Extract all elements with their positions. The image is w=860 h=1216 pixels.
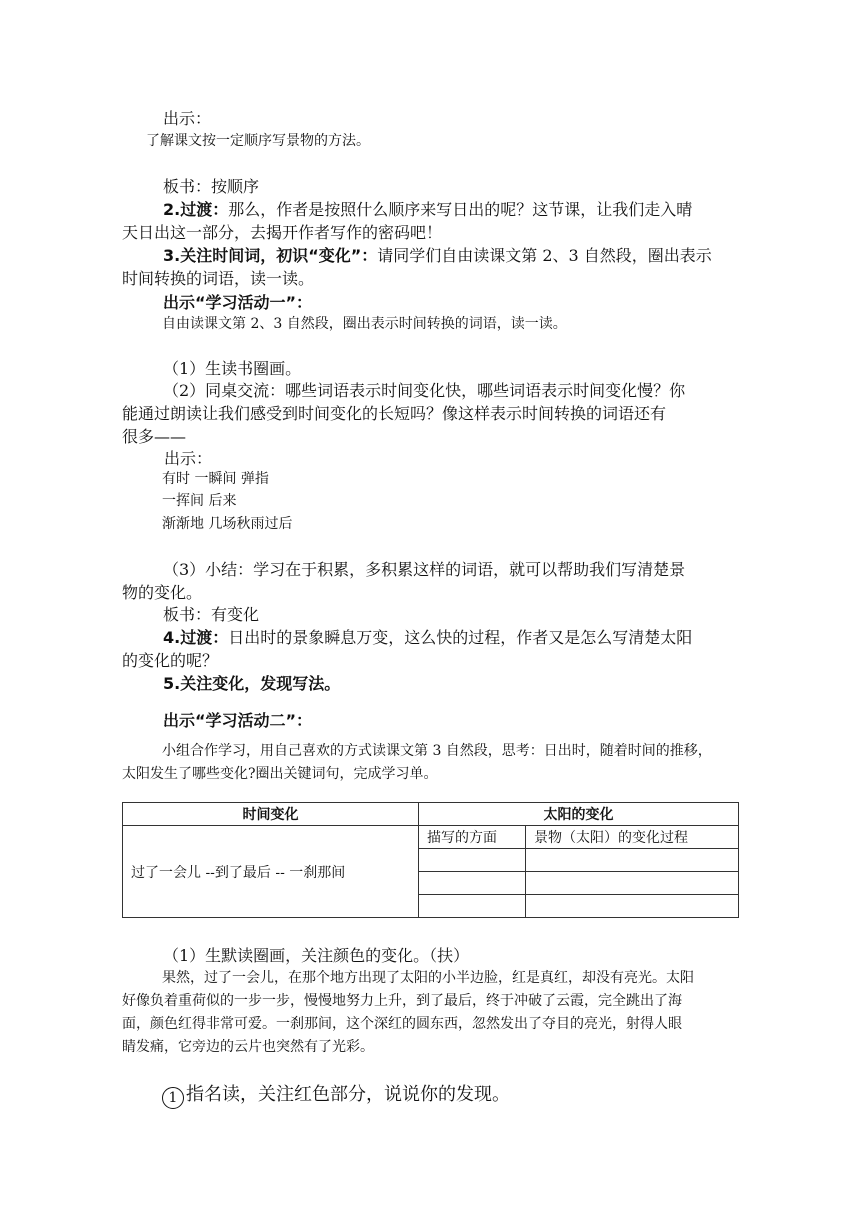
transition-2-cont: 天日出这一部分，去揭开作者写作的密码吧！ [122,223,443,242]
show-label-2: 出示： [164,449,213,468]
blank-cell[interactable] [419,895,526,918]
board-writing-2: 板书：有变化 [163,605,260,624]
step-2-c: 很多—— [122,427,187,446]
lesson-goal: 了解课文按一定顺序写景物的方法。 [146,133,370,149]
word-list-1: 有时 一瞬间 弹指 [162,471,269,487]
step-2-a: （2）同桌交流：哪些词语表示时间变化快，哪些词语表示时间变化慢？你 [163,381,686,400]
transition-4-text: 日出时的景象瞬息万变，这么快的过程，作者又是怎么写清楚太阳 [228,628,693,647]
activity-2-title: 出示“学习活动二”： [163,711,313,730]
activity-1-title: 出示“学习活动一”： [163,293,313,312]
final-instruction [162,1080,510,1109]
final-instruction-text: 指名读，关注红色部分，说说你的发现。 [186,1084,510,1105]
activity-2-text-a: 小组合作学习，用自己喜欢的方式读课文第 3 自然段，思考：日出时，随着时间的推移， [162,743,712,759]
word-list-2: 一挥间 后来 [162,493,237,509]
activity-2-text-b: 太阳发生了哪些变化?圈出关键词句，完成学习单。 [122,766,438,782]
focus-3-text: 请同学们自由读课文第 2、3 自然段，圈出表示 [377,246,712,265]
blank-cell[interactable] [526,849,739,872]
read-step-1: （1）生默读圈画，关注颜色的变化。（扶） [163,946,470,965]
step-3-a: （3）小结：学习在于积累，多积累这样的词语，就可以帮助我们写清楚景 [163,560,686,579]
blank-cell[interactable] [419,872,526,895]
step-2-b: 能通过朗读让我们感受到时间变化的长短吗？像这样表示时间转换的词语还有 [122,404,667,423]
subheader-aspect: 描写的方面 [419,826,526,849]
header-time-change: 时间变化 [123,803,419,826]
transition-2-label: 2.过渡： [163,200,229,219]
transition-2 [163,197,692,220]
show-label-1: 出示： [163,109,212,128]
transition-4-cont: 的变化的呢？ [122,651,219,670]
focus-5: 5.关注变化，发现写法。 [163,674,341,693]
step-1: （1）生读书圈画。 [163,359,302,378]
focus-3-label: 3.关注时间词，初识“变化”： [163,246,378,265]
focus-3-cont: 时间转换的词语，读一读。 [122,269,315,288]
blank-cell[interactable] [419,849,526,872]
focus-3 [163,243,712,266]
passage-line-1: 果然，过了一会儿，在那个地方出现了太阳的小半边脸，红是真红，却没有亮光。太阳 [162,970,694,986]
board-writing-1: 板书：按顺序 [163,177,260,196]
transition-4-label: 4.过渡： [163,628,229,647]
time-sequence-cell: 过了一会儿 --到了最后 -- 一刹那间 [123,826,419,918]
blank-cell[interactable] [526,895,739,918]
activity-1-text: 自由读课文第 2、3 自然段，圈出表示时间转换的词语，读一读。 [162,316,567,332]
passage-line-3: 面，颜色红得非常可爱。一刹那间，这个深红的圆东西，忽然发出了夺目的亮光，射得人眼 [122,1016,682,1032]
header-sun-change: 太阳的变化 [419,803,739,826]
transition-4 [163,625,692,648]
passage-line-4: 睛发痛，它旁边的云片也突然有了光彩。 [122,1039,374,1055]
circled-number: 1 [162,1087,184,1109]
subheader-process: 景物（太阳）的变化过程 [526,826,739,849]
step-3-b: 物的变化。 [122,583,203,602]
transition-2-text: 那么，作者是按照什么顺序来写日出的呢？这节课，让我们走入晴 [228,200,693,219]
blank-cell[interactable] [526,872,739,895]
learning-sheet-table [122,802,739,918]
passage-line-2: 好像负着重荷似的一步一步，慢慢地努力上升，到了最后，终于冲破了云霞，完全跳出了海 [122,993,682,1009]
word-list-3: 渐渐地 几场秋雨过后 [162,516,293,532]
